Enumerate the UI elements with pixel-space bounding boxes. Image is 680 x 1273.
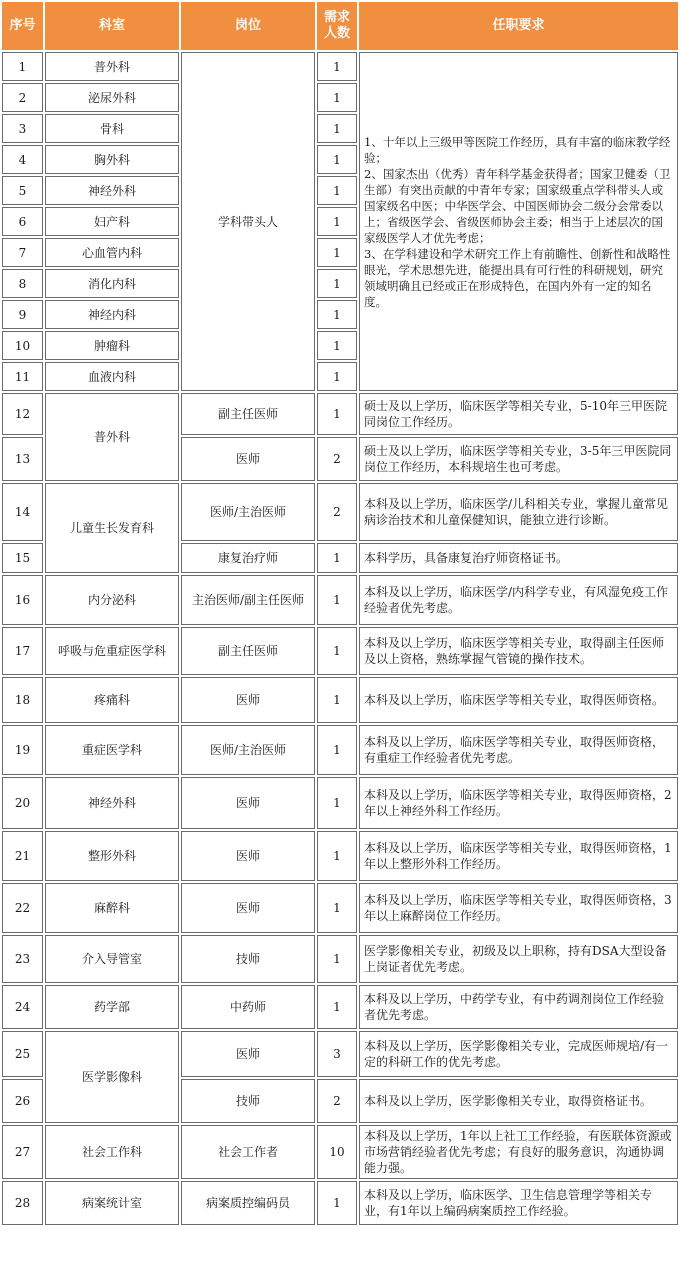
requirements: 本科及以上学历，临床医学等相关专业，取得医师资格，2年以上神经外科工作经历。 (359, 777, 678, 829)
headcount: 1 (317, 935, 357, 983)
department: 神经内科 (45, 300, 179, 329)
header-dept: 科室 (45, 2, 179, 50)
requirements: 本科及以上学历，医学影像相关专业，取得资格证书。 (359, 1079, 678, 1123)
department: 麻醉科 (45, 883, 179, 933)
row-number: 28 (2, 1181, 43, 1225)
row-number: 13 (2, 437, 43, 481)
table-row (2, 831, 678, 881)
requirements: 本科及以上学历，医学影像相关专业，完成医师规培/有一定的科研工作的优先考虑。 (359, 1031, 678, 1077)
department: 整形外科 (45, 831, 179, 881)
position: 副主任医师 (181, 627, 315, 675)
department: 普外科 (45, 393, 179, 481)
row-number: 2 (2, 83, 43, 112)
row-number: 27 (2, 1125, 43, 1179)
row-number: 22 (2, 883, 43, 933)
position: 学科带头人 (181, 52, 315, 391)
header-count (317, 2, 357, 50)
department: 血液内科 (45, 362, 179, 391)
table-row (2, 935, 678, 983)
department: 骨科 (45, 114, 179, 143)
headcount: 3 (317, 1031, 357, 1077)
table-row (2, 1181, 678, 1225)
headcount: 1 (317, 777, 357, 829)
department: 妇产科 (45, 207, 179, 236)
row-number: 21 (2, 831, 43, 881)
headcount: 1 (317, 543, 357, 573)
row-number: 3 (2, 114, 43, 143)
table-row (2, 725, 678, 775)
position: 医师 (181, 883, 315, 933)
position: 副主任医师 (181, 393, 315, 435)
department: 社会工作科 (45, 1125, 179, 1179)
requirements: 本科及以上学历，1年以上社工工作经验，有医联体资源或市场营销经验者优先考虑；有良好的服务意识，沟通协调能力强。 (359, 1125, 678, 1179)
header-count-label: 需求人数 (323, 10, 350, 41)
position: 技师 (181, 1079, 315, 1123)
position: 主治医师/副主任医师 (181, 575, 315, 625)
header-row (2, 2, 678, 50)
department: 儿童生长发育科 (45, 483, 179, 573)
row-number: 16 (2, 575, 43, 625)
table-row (2, 777, 678, 829)
headcount: 1 (317, 883, 357, 933)
row-number: 24 (2, 985, 43, 1029)
row-number: 10 (2, 331, 43, 360)
position: 病案质控编码员 (181, 1181, 315, 1225)
row-number: 18 (2, 677, 43, 723)
department: 疼痛科 (45, 677, 179, 723)
department: 普外科 (45, 52, 179, 81)
position: 医师/主治医师 (181, 725, 315, 775)
row-number: 20 (2, 777, 43, 829)
row-number: 17 (2, 627, 43, 675)
table-row (2, 627, 678, 675)
department: 病案统计室 (45, 1181, 179, 1225)
headcount: 1 (317, 393, 357, 435)
department: 内分泌科 (45, 575, 179, 625)
position: 医师 (181, 677, 315, 723)
header-no: 序号 (2, 2, 43, 50)
department: 泌尿外科 (45, 83, 179, 112)
row-number: 11 (2, 362, 43, 391)
headcount: 2 (317, 483, 357, 541)
headcount: 1 (317, 985, 357, 1029)
headcount: 1 (317, 114, 357, 143)
position: 技师 (181, 935, 315, 983)
table-row (2, 52, 678, 81)
requirements: 本科及以上学历，临床医学等相关专业，取得医师资格，有重症工作经验者优先考虑。 (359, 725, 678, 775)
headcount: 2 (317, 1079, 357, 1123)
headcount: 1 (317, 269, 357, 298)
department: 重症医学科 (45, 725, 179, 775)
headcount: 1 (317, 725, 357, 775)
requirements (359, 52, 678, 391)
headcount: 10 (317, 1125, 357, 1179)
row-number: 23 (2, 935, 43, 983)
table-row (2, 985, 678, 1029)
department: 介入导管室 (45, 935, 179, 983)
requirements: 本科学历，具备康复治疗师资格证书。 (359, 543, 678, 573)
requirements: 医学影像相关专业，初级及以上职称，持有DSA大型设备上岗证者优先考虑。 (359, 935, 678, 983)
row-number: 19 (2, 725, 43, 775)
requirements: 本科及以上学历，临床医学、卫生信息管理学等相关专业，有1年以上编码病案质控工作经验。 (359, 1181, 678, 1225)
row-number: 1 (2, 52, 43, 81)
department: 神经外科 (45, 777, 179, 829)
table-row (2, 1125, 678, 1179)
department: 药学部 (45, 985, 179, 1029)
headcount: 1 (317, 52, 357, 81)
headcount: 1 (317, 83, 357, 112)
headcount: 1 (317, 1181, 357, 1225)
header-requirements: 任职要求 (359, 2, 678, 50)
headcount: 1 (317, 831, 357, 881)
row-number: 26 (2, 1079, 43, 1123)
headcount: 1 (317, 300, 357, 329)
headcount: 2 (317, 437, 357, 481)
row-number: 9 (2, 300, 43, 329)
headcount: 1 (317, 677, 357, 723)
department: 肿瘤科 (45, 331, 179, 360)
headcount: 1 (317, 176, 357, 205)
headcount: 1 (317, 145, 357, 174)
table-body (2, 52, 678, 1225)
table-row (2, 575, 678, 625)
headcount: 1 (317, 207, 357, 236)
headcount: 1 (317, 627, 357, 675)
requirements: 本科及以上学历，临床医学等相关专业，取得医师资格。 (359, 677, 678, 723)
position: 医师 (181, 437, 315, 481)
row-number: 14 (2, 483, 43, 541)
row-number: 12 (2, 393, 43, 435)
requirements: 本科及以上学历，临床医学/内科学专业，有风湿免疫工作经验者优先考虑。 (359, 575, 678, 625)
requirements: 本科及以上学历，中药学专业，有中药调剂岗位工作经验者优先考虑。 (359, 985, 678, 1029)
department: 神经外科 (45, 176, 179, 205)
requirements: 本科及以上学历，临床医学等相关专业，取得医师资格，3年以上麻醉岗位工作经历。 (359, 883, 678, 933)
table-row (2, 393, 678, 435)
position: 社会工作者 (181, 1125, 315, 1179)
position: 医师 (181, 777, 315, 829)
row-number: 25 (2, 1031, 43, 1077)
row-number: 5 (2, 176, 43, 205)
headcount: 1 (317, 575, 357, 625)
position: 医师/主治医师 (181, 483, 315, 541)
row-number: 7 (2, 238, 43, 267)
headcount: 1 (317, 362, 357, 391)
requirements: 本科及以上学历，临床医学等相关专业，取得副主任医师及以上资格，熟练掌握气管镜的操作技术。 (359, 627, 678, 675)
position: 医师 (181, 1031, 315, 1077)
requirements: 本科及以上学历，临床医学等相关专业，取得医师资格，1年以上整形外科工作经历。 (359, 831, 678, 881)
row-number: 6 (2, 207, 43, 236)
position: 医师 (181, 831, 315, 881)
row-number: 4 (2, 145, 43, 174)
row-number: 15 (2, 543, 43, 573)
headcount: 1 (317, 331, 357, 360)
requirements: 硕士及以上学历，临床医学等相关专业，5-10年三甲医院同岗位工作经历。 (359, 393, 678, 435)
header-position: 岗位 (181, 2, 315, 50)
table-row (2, 883, 678, 933)
department: 呼吸与危重症医学科 (45, 627, 179, 675)
table-row (2, 677, 678, 723)
department: 消化内科 (45, 269, 179, 298)
department: 医学影像科 (45, 1031, 179, 1123)
requirements: 本科及以上学历，临床医学/儿科相关专业，掌握儿童常见病诊治技术和儿童保健知识，能独立进行诊断。 (359, 483, 678, 541)
table-row (2, 483, 678, 541)
row-number: 8 (2, 269, 43, 298)
headcount: 1 (317, 238, 357, 267)
position: 中药师 (181, 985, 315, 1029)
department: 心血管内科 (45, 238, 179, 267)
department: 胸外科 (45, 145, 179, 174)
table-row (2, 1031, 678, 1077)
requirements: 硕士及以上学历，临床医学等相关专业，3-5年三甲医院同岗位工作经历，本科规培生也可考虑。 (359, 437, 678, 481)
position: 康复治疗师 (181, 543, 315, 573)
requirements-text: 1、十年以上三级甲等医院工作经历，具有丰富的临床教学经验； 2、国家杰出（优秀）青年科学基金获得者；国家卫健委（卫生部）有突出贡献的中青年专家；国家级重点学科带头人或国家级名中医；中华医学会、中国医师协会二级分会常委以上；省级医学会、省级医师协会主委；相当于上述层次的国家级医学人才优先考虑； 3、在学科建设和学术研究工作上有前瞻性、创新性和战略性眼光，学术思想先进，能提出具有可行性的科研规划，研究领域明确且已经或正在形成特色，在国内外有一定的知名度。 (364, 134, 671, 309)
